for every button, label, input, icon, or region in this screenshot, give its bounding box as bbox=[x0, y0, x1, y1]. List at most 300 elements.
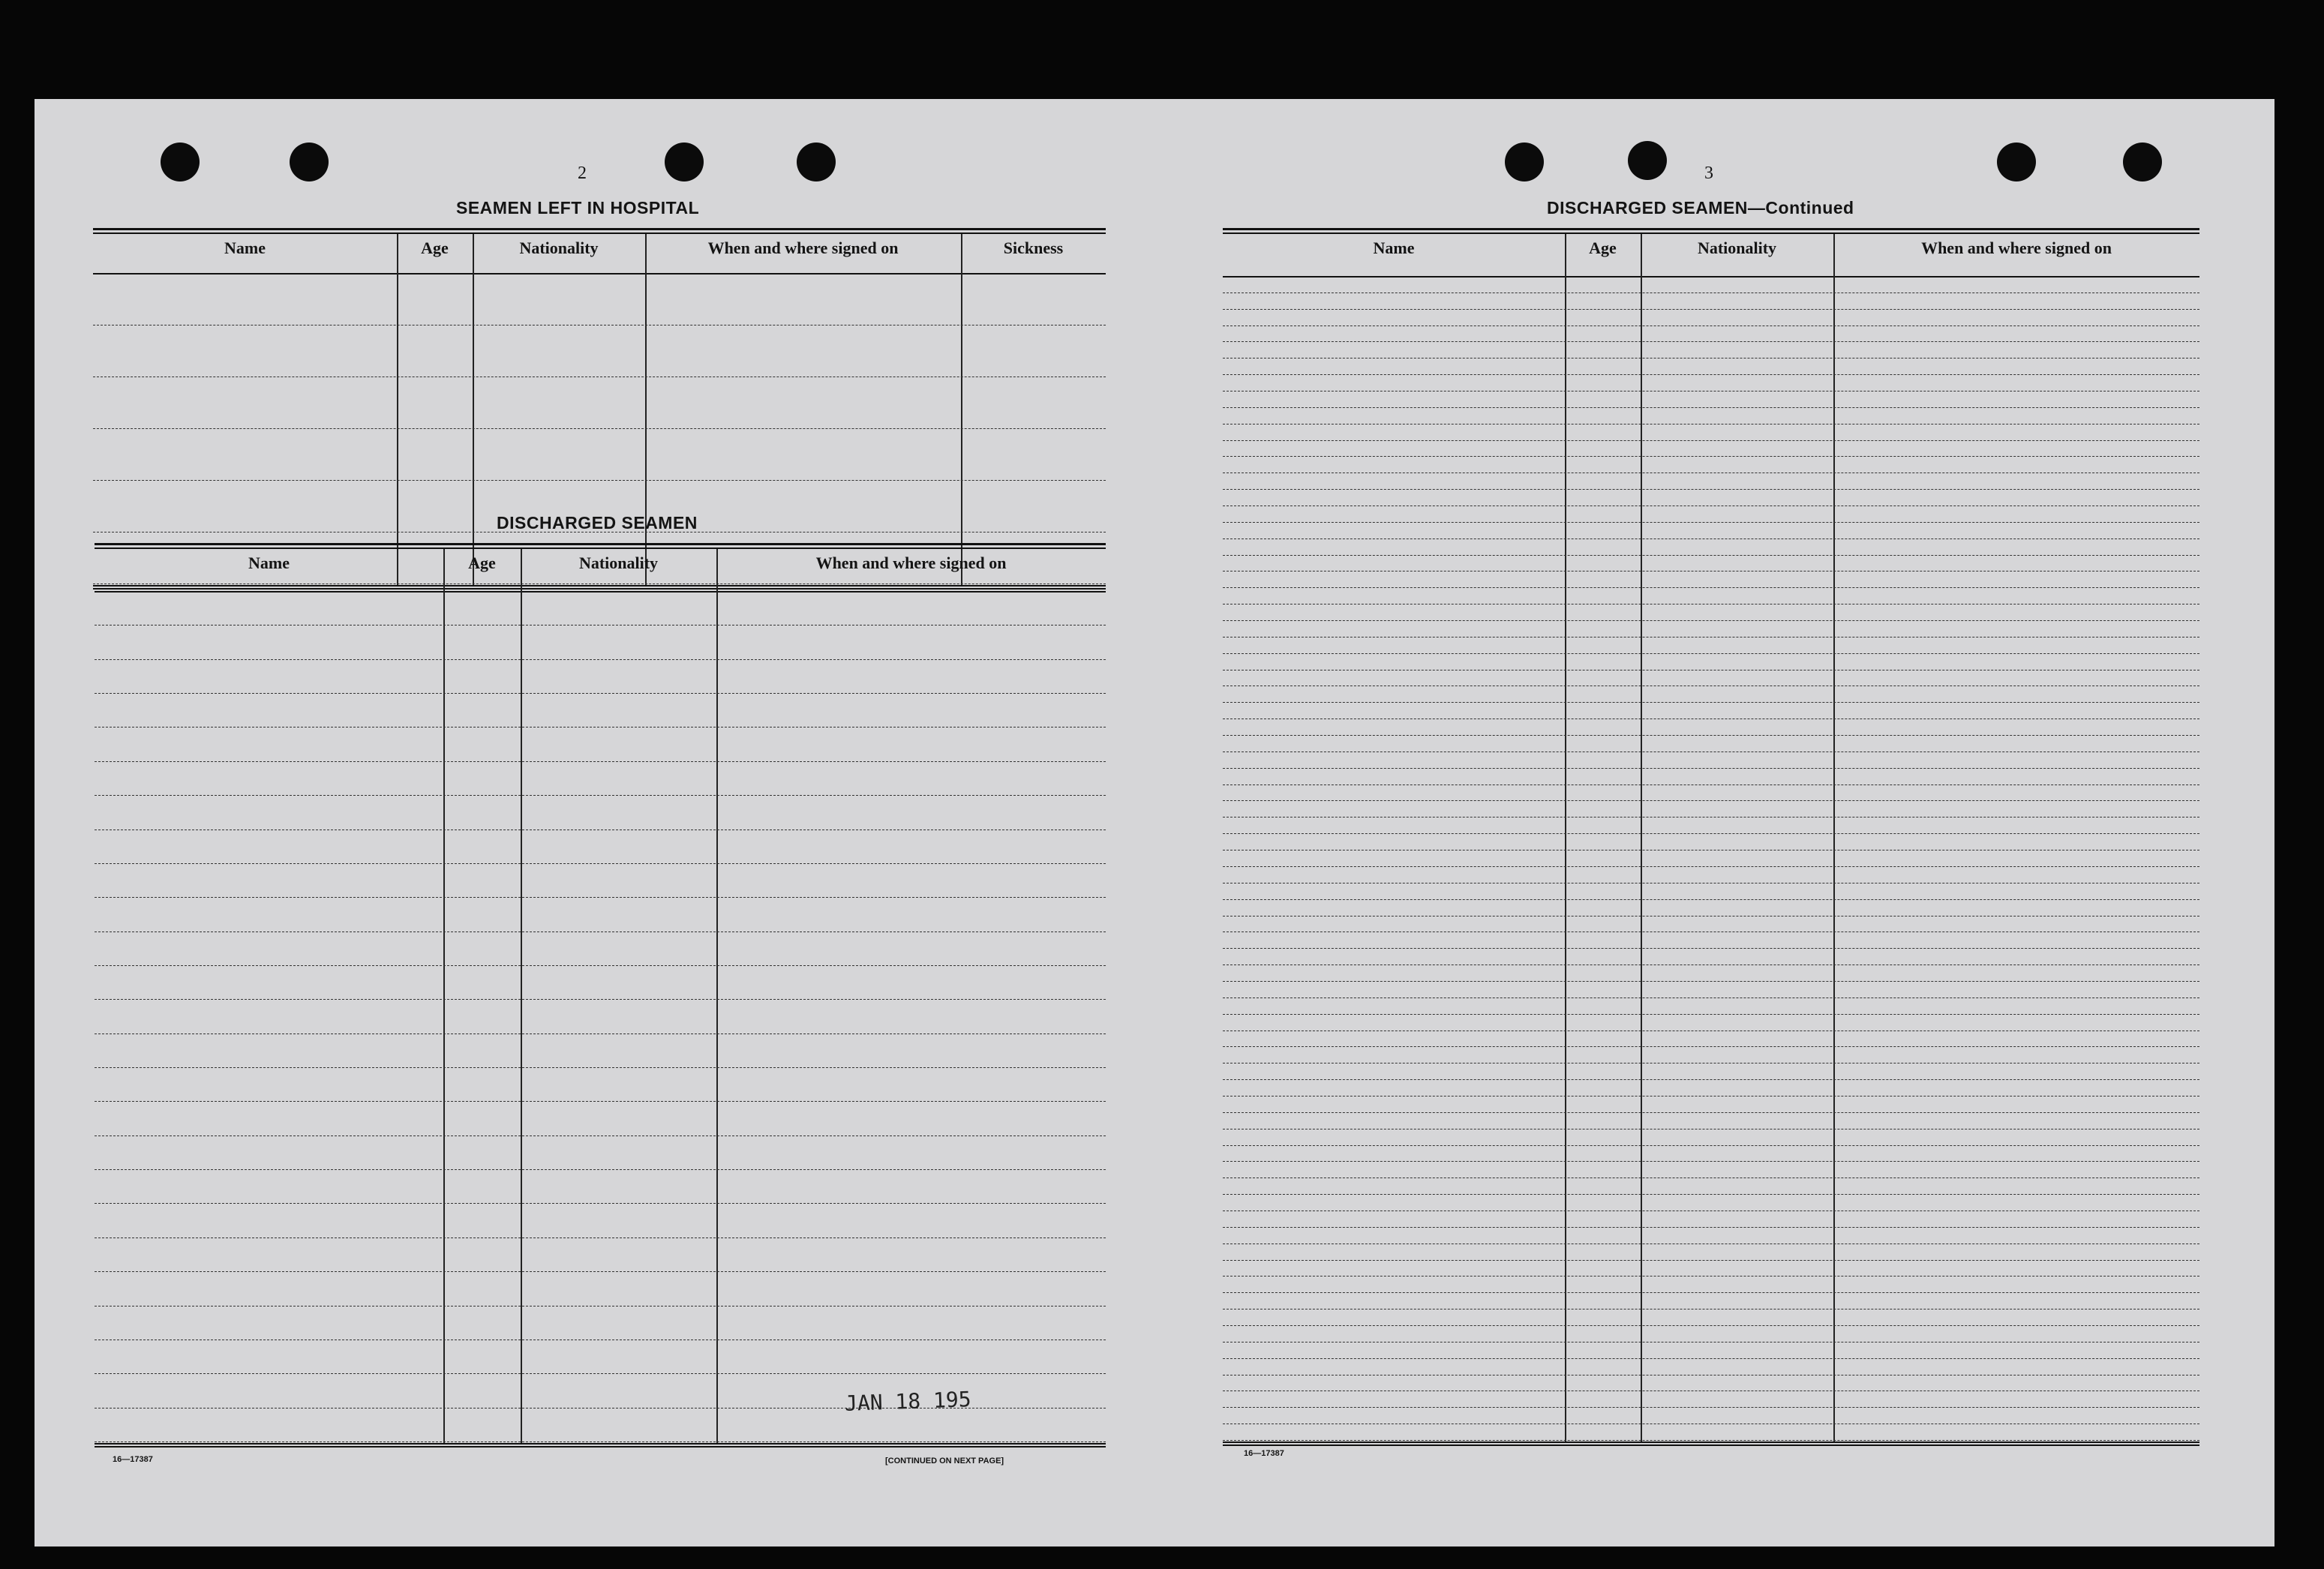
table-cell[interactable] bbox=[525, 1002, 712, 1031]
table-cell[interactable] bbox=[1227, 1378, 1560, 1390]
table-cell[interactable] bbox=[1569, 1017, 1636, 1029]
table-cell[interactable] bbox=[99, 1342, 439, 1372]
table-row[interactable] bbox=[1223, 1358, 2199, 1359]
table-row[interactable] bbox=[1223, 1129, 2199, 1130]
table-row[interactable] bbox=[1223, 883, 2199, 884]
table-cell[interactable] bbox=[1227, 705, 1560, 717]
table-cell[interactable] bbox=[1838, 542, 2195, 554]
table-row[interactable] bbox=[1223, 571, 2199, 572]
table-cell[interactable] bbox=[99, 798, 439, 827]
table-cell[interactable] bbox=[1227, 1099, 1560, 1111]
table-cell[interactable] bbox=[1838, 919, 2195, 931]
table-cell[interactable] bbox=[1838, 771, 2195, 783]
table-cell[interactable] bbox=[1227, 542, 1560, 554]
table-cell[interactable] bbox=[1569, 934, 1636, 946]
table-cell[interactable] bbox=[1645, 853, 1829, 865]
table-cell[interactable] bbox=[1838, 968, 2195, 980]
table-cell[interactable] bbox=[1227, 656, 1560, 668]
table-cell[interactable] bbox=[1569, 492, 1636, 504]
table-cell[interactable] bbox=[1645, 394, 1829, 406]
table-cell[interactable] bbox=[99, 662, 439, 692]
table-cell[interactable] bbox=[1645, 1328, 1829, 1340]
table-cell[interactable] bbox=[1838, 1132, 2195, 1144]
table-cell[interactable] bbox=[1838, 1049, 2195, 1061]
table-cell[interactable] bbox=[1838, 738, 2195, 750]
table-cell[interactable] bbox=[721, 1002, 1101, 1031]
table-cell[interactable] bbox=[721, 866, 1101, 896]
table-cell[interactable] bbox=[1838, 1295, 2195, 1307]
table-cell[interactable] bbox=[1645, 1279, 1829, 1291]
table-cell[interactable] bbox=[448, 1309, 516, 1338]
table-cell[interactable] bbox=[1569, 1197, 1636, 1209]
table-cell[interactable] bbox=[525, 696, 712, 725]
table-cell[interactable] bbox=[99, 900, 439, 929]
table-cell[interactable] bbox=[1838, 1197, 2195, 1209]
table-cell[interactable] bbox=[1227, 476, 1560, 488]
table-cell[interactable] bbox=[1838, 1034, 2195, 1046]
table-cell[interactable] bbox=[525, 1274, 712, 1304]
table-cell[interactable] bbox=[1227, 1000, 1560, 1012]
table-cell[interactable] bbox=[1645, 673, 1829, 685]
table-cell[interactable] bbox=[99, 1376, 439, 1406]
table-cell[interactable] bbox=[1838, 673, 2195, 685]
table-cell[interactable] bbox=[721, 662, 1101, 692]
table-cell[interactable] bbox=[1569, 1164, 1636, 1176]
table-cell[interactable] bbox=[1569, 705, 1636, 717]
table-cell[interactable] bbox=[1227, 1410, 1560, 1422]
table-row[interactable] bbox=[1223, 309, 2199, 310]
table-cell[interactable] bbox=[1838, 1115, 2195, 1127]
table-row[interactable] bbox=[1223, 800, 2199, 801]
table-row[interactable] bbox=[1223, 440, 2199, 441]
table-cell[interactable] bbox=[448, 1342, 516, 1372]
table-cell[interactable] bbox=[721, 1274, 1101, 1304]
table-cell[interactable] bbox=[1645, 1049, 1829, 1061]
table-cell[interactable] bbox=[99, 934, 439, 964]
table-cell[interactable] bbox=[1227, 1164, 1560, 1176]
table-cell[interactable] bbox=[1838, 1312, 2195, 1324]
table-cell[interactable] bbox=[1227, 820, 1560, 832]
table-cell[interactable] bbox=[99, 730, 439, 759]
table-cell[interactable] bbox=[1569, 525, 1636, 537]
table-cell[interactable] bbox=[1569, 673, 1636, 685]
table-cell[interactable] bbox=[1569, 1263, 1636, 1275]
table-cell[interactable] bbox=[1645, 525, 1829, 537]
table-cell[interactable] bbox=[1569, 1214, 1636, 1226]
table-cell[interactable] bbox=[1569, 1099, 1636, 1111]
table-row[interactable] bbox=[1223, 817, 2199, 818]
table-cell[interactable] bbox=[99, 968, 439, 998]
table-cell[interactable] bbox=[1227, 492, 1560, 504]
table-row[interactable] bbox=[1223, 899, 2199, 900]
table-cell[interactable] bbox=[525, 1206, 712, 1235]
table-cell[interactable] bbox=[1645, 1214, 1829, 1226]
table-cell[interactable] bbox=[1645, 279, 1829, 291]
table-cell[interactable] bbox=[99, 832, 439, 862]
table-cell[interactable] bbox=[650, 431, 956, 478]
table-cell[interactable] bbox=[99, 1036, 439, 1066]
table-cell[interactable] bbox=[525, 1309, 712, 1338]
table-row[interactable] bbox=[95, 659, 1106, 660]
table-row[interactable] bbox=[1223, 1145, 2199, 1146]
table-cell[interactable] bbox=[1569, 919, 1636, 931]
table-cell[interactable] bbox=[98, 380, 392, 427]
table-cell[interactable] bbox=[721, 696, 1101, 725]
table-cell[interactable] bbox=[1569, 607, 1636, 619]
table-row[interactable] bbox=[1223, 1079, 2199, 1080]
table-cell[interactable] bbox=[448, 968, 516, 998]
table-cell[interactable] bbox=[401, 380, 468, 427]
table-cell[interactable] bbox=[1645, 1115, 1829, 1127]
table-cell[interactable] bbox=[525, 1342, 712, 1372]
table-cell[interactable] bbox=[1569, 1230, 1636, 1242]
table-cell[interactable] bbox=[1838, 1000, 2195, 1012]
table-cell[interactable] bbox=[1838, 1180, 2195, 1192]
table-cell[interactable] bbox=[1838, 1148, 2195, 1160]
table-cell[interactable] bbox=[1227, 869, 1560, 881]
table-cell[interactable] bbox=[1645, 361, 1829, 373]
table-cell[interactable] bbox=[1645, 427, 1829, 439]
table-cell[interactable] bbox=[98, 328, 392, 375]
table-cell[interactable] bbox=[721, 730, 1101, 759]
table-row[interactable] bbox=[1223, 1014, 2199, 1015]
table-cell[interactable] bbox=[1569, 1148, 1636, 1160]
table-cell[interactable] bbox=[1227, 623, 1560, 635]
table-cell[interactable] bbox=[1227, 1230, 1560, 1242]
table-cell[interactable] bbox=[1838, 574, 2195, 586]
table-cell[interactable] bbox=[721, 1172, 1101, 1202]
table-cell[interactable] bbox=[1227, 394, 1560, 406]
table-row[interactable] bbox=[1223, 1161, 2199, 1162]
table-cell[interactable] bbox=[1838, 410, 2195, 422]
table-row[interactable] bbox=[93, 480, 1106, 481]
table-row[interactable] bbox=[1223, 1407, 2199, 1408]
table-cell[interactable] bbox=[525, 832, 712, 862]
table-row[interactable] bbox=[1223, 292, 2199, 293]
table-cell[interactable] bbox=[525, 662, 712, 692]
table-cell[interactable] bbox=[1227, 803, 1560, 815]
table-cell[interactable] bbox=[721, 1206, 1101, 1235]
table-row[interactable] bbox=[1223, 653, 2199, 654]
table-cell[interactable] bbox=[1227, 1180, 1560, 1192]
table-cell[interactable] bbox=[1838, 296, 2195, 308]
table-cell[interactable] bbox=[1569, 344, 1636, 356]
table-cell[interactable] bbox=[1227, 1132, 1560, 1144]
table-row[interactable] bbox=[95, 1271, 1106, 1272]
table-cell[interactable] bbox=[99, 1309, 439, 1338]
table-cell[interactable] bbox=[1838, 492, 2195, 504]
table-cell[interactable] bbox=[1227, 1426, 1560, 1438]
table-cell[interactable] bbox=[721, 1342, 1101, 1372]
table-cell[interactable] bbox=[1838, 705, 2195, 717]
table-cell[interactable] bbox=[448, 1376, 516, 1406]
table-cell[interactable] bbox=[448, 696, 516, 725]
table-row[interactable] bbox=[1223, 866, 2199, 867]
table-cell[interactable] bbox=[1569, 443, 1636, 455]
table-cell[interactable] bbox=[1569, 328, 1636, 340]
table-cell[interactable] bbox=[1227, 525, 1560, 537]
table-cell[interactable] bbox=[1645, 836, 1829, 848]
table-cell[interactable] bbox=[448, 594, 516, 623]
table-row[interactable] bbox=[1223, 620, 2199, 621]
table-cell[interactable] bbox=[1645, 771, 1829, 783]
table-cell[interactable] bbox=[1645, 328, 1829, 340]
table-cell[interactable] bbox=[1838, 803, 2195, 815]
table-cell[interactable] bbox=[1645, 803, 1829, 815]
table-cell[interactable] bbox=[1645, 886, 1829, 898]
table-row[interactable] bbox=[95, 863, 1106, 864]
table-cell[interactable] bbox=[1645, 788, 1829, 800]
table-cell[interactable] bbox=[98, 431, 392, 478]
table-cell[interactable] bbox=[1569, 1378, 1636, 1390]
table-cell[interactable] bbox=[1645, 820, 1829, 832]
table-cell[interactable] bbox=[965, 431, 1101, 478]
table-row[interactable] bbox=[95, 1203, 1106, 1204]
table-row[interactable] bbox=[95, 1373, 1106, 1374]
table-cell[interactable] bbox=[1569, 1180, 1636, 1192]
table-cell[interactable] bbox=[1569, 296, 1636, 308]
table-cell[interactable] bbox=[1645, 1132, 1829, 1144]
table-cell[interactable] bbox=[1227, 459, 1560, 471]
table-cell[interactable] bbox=[401, 483, 468, 530]
table-cell[interactable] bbox=[1645, 344, 1829, 356]
table-cell[interactable] bbox=[721, 764, 1101, 794]
table-cell[interactable] bbox=[1838, 836, 2195, 848]
table-cell[interactable] bbox=[1838, 1328, 2195, 1340]
table-cell[interactable] bbox=[1569, 1295, 1636, 1307]
table-cell[interactable] bbox=[1569, 984, 1636, 996]
table-cell[interactable] bbox=[1227, 1214, 1560, 1226]
table-cell[interactable] bbox=[1838, 312, 2195, 324]
table-cell[interactable] bbox=[99, 1274, 439, 1304]
table-cell[interactable] bbox=[1227, 640, 1560, 652]
table-cell[interactable] bbox=[1569, 1066, 1636, 1078]
table-cell[interactable] bbox=[448, 900, 516, 929]
table-cell[interactable] bbox=[1838, 1246, 2195, 1258]
table-cell[interactable] bbox=[1645, 558, 1829, 570]
table-row[interactable] bbox=[1223, 587, 2199, 588]
table-row[interactable] bbox=[1223, 718, 2199, 719]
table-cell[interactable] bbox=[721, 1240, 1101, 1270]
table-row[interactable] bbox=[95, 1067, 1106, 1068]
table-cell[interactable] bbox=[721, 1036, 1101, 1066]
table-cell[interactable] bbox=[721, 1138, 1101, 1168]
table-cell[interactable] bbox=[1227, 312, 1560, 324]
table-row[interactable] bbox=[1223, 964, 2199, 965]
table-cell[interactable] bbox=[525, 1376, 712, 1406]
table-cell[interactable] bbox=[1569, 771, 1636, 783]
table-cell[interactable] bbox=[1838, 279, 2195, 291]
table-cell[interactable] bbox=[1227, 853, 1560, 865]
table-cell[interactable] bbox=[1645, 705, 1829, 717]
table-cell[interactable] bbox=[1569, 738, 1636, 750]
table-cell[interactable] bbox=[99, 594, 439, 623]
table-cell[interactable] bbox=[1645, 1164, 1829, 1176]
table-cell[interactable] bbox=[1227, 1066, 1560, 1078]
table-cell[interactable] bbox=[1838, 1017, 2195, 1029]
table-cell[interactable] bbox=[1645, 902, 1829, 914]
table-cell[interactable] bbox=[477, 380, 641, 427]
table-cell[interactable] bbox=[1838, 394, 2195, 406]
table-cell[interactable] bbox=[99, 628, 439, 657]
table-cell[interactable] bbox=[1838, 525, 2195, 537]
table-cell[interactable] bbox=[1227, 1394, 1560, 1406]
table-cell[interactable] bbox=[1645, 1099, 1829, 1111]
table-row[interactable] bbox=[1223, 538, 2199, 539]
table-cell[interactable] bbox=[1838, 443, 2195, 455]
table-cell[interactable] bbox=[1838, 1099, 2195, 1111]
table-cell[interactable] bbox=[1838, 1410, 2195, 1422]
table-cell[interactable] bbox=[1227, 427, 1560, 439]
table-cell[interactable] bbox=[99, 1104, 439, 1133]
table-cell[interactable] bbox=[1838, 1378, 2195, 1390]
table-cell[interactable] bbox=[1569, 1328, 1636, 1340]
table-cell[interactable] bbox=[448, 1070, 516, 1100]
table-cell[interactable] bbox=[1838, 820, 2195, 832]
table-row[interactable] bbox=[1223, 784, 2199, 785]
table-cell[interactable] bbox=[650, 328, 956, 375]
table-cell[interactable] bbox=[1838, 886, 2195, 898]
table-cell[interactable] bbox=[1227, 688, 1560, 700]
table-cell[interactable] bbox=[1569, 754, 1636, 766]
table-cell[interactable] bbox=[99, 1138, 439, 1168]
table-cell[interactable] bbox=[1838, 1426, 2195, 1438]
table-cell[interactable] bbox=[1838, 869, 2195, 881]
table-row[interactable] bbox=[95, 1101, 1106, 1102]
table-cell[interactable] bbox=[448, 628, 516, 657]
table-row[interactable] bbox=[1223, 735, 2199, 736]
table-cell[interactable] bbox=[1645, 377, 1829, 389]
table-cell[interactable] bbox=[525, 1411, 712, 1440]
table-cell[interactable] bbox=[448, 730, 516, 759]
table-row[interactable] bbox=[1223, 1030, 2199, 1031]
table-cell[interactable] bbox=[721, 594, 1101, 623]
table-cell[interactable] bbox=[401, 431, 468, 478]
table-cell[interactable] bbox=[1645, 968, 1829, 980]
table-cell[interactable] bbox=[1227, 1328, 1560, 1340]
table-cell[interactable] bbox=[1838, 1066, 2195, 1078]
table-cell[interactable] bbox=[1838, 344, 2195, 356]
table-cell[interactable] bbox=[1838, 1164, 2195, 1176]
table-cell[interactable] bbox=[1838, 1345, 2195, 1357]
table-cell[interactable] bbox=[1838, 377, 2195, 389]
table-cell[interactable] bbox=[1838, 902, 2195, 914]
table-cell[interactable] bbox=[525, 730, 712, 759]
table-cell[interactable] bbox=[1838, 1230, 2195, 1242]
table-row[interactable] bbox=[1223, 1210, 2199, 1211]
table-cell[interactable] bbox=[1227, 984, 1560, 996]
table-cell[interactable] bbox=[1227, 410, 1560, 422]
table-cell[interactable] bbox=[525, 628, 712, 657]
table-cell[interactable] bbox=[525, 1036, 712, 1066]
table-cell[interactable] bbox=[1227, 919, 1560, 931]
table-cell[interactable] bbox=[1838, 1361, 2195, 1373]
table-cell[interactable] bbox=[1645, 1017, 1829, 1029]
table-cell[interactable] bbox=[1645, 951, 1829, 963]
table-cell[interactable] bbox=[1227, 279, 1560, 291]
table-cell[interactable] bbox=[477, 328, 641, 375]
table-cell[interactable] bbox=[1645, 919, 1829, 931]
table-cell[interactable] bbox=[1569, 886, 1636, 898]
table-cell[interactable] bbox=[1569, 542, 1636, 554]
table-cell[interactable] bbox=[98, 276, 392, 323]
table-row[interactable] bbox=[95, 897, 1106, 898]
table-row[interactable] bbox=[1223, 472, 2199, 473]
table-cell[interactable] bbox=[1838, 688, 2195, 700]
table-cell[interactable] bbox=[1645, 984, 1829, 996]
table-cell[interactable] bbox=[525, 1240, 712, 1270]
table-cell[interactable] bbox=[98, 483, 392, 530]
table-row[interactable] bbox=[1223, 1325, 2199, 1326]
table-cell[interactable] bbox=[1645, 1263, 1829, 1275]
table-cell[interactable] bbox=[1569, 1426, 1636, 1438]
table-cell[interactable] bbox=[1569, 590, 1636, 602]
table-cell[interactable] bbox=[1569, 1132, 1636, 1144]
table-cell[interactable] bbox=[1645, 1082, 1829, 1094]
table-cell[interactable] bbox=[525, 1172, 712, 1202]
table-cell[interactable] bbox=[1645, 1312, 1829, 1324]
table-cell[interactable] bbox=[1838, 984, 2195, 996]
table-row[interactable] bbox=[1223, 1227, 2199, 1228]
table-row[interactable] bbox=[1223, 522, 2199, 523]
table-cell[interactable] bbox=[1645, 1066, 1829, 1078]
table-cell[interactable] bbox=[965, 380, 1101, 427]
table-cell[interactable] bbox=[1227, 754, 1560, 766]
table-cell[interactable] bbox=[1227, 328, 1560, 340]
table-cell[interactable] bbox=[721, 1104, 1101, 1133]
table-cell[interactable] bbox=[1645, 754, 1829, 766]
table-row[interactable] bbox=[1223, 1390, 2199, 1391]
table-cell[interactable] bbox=[1227, 1361, 1560, 1373]
table-row[interactable] bbox=[95, 625, 1106, 626]
table-cell[interactable] bbox=[721, 1070, 1101, 1100]
table-cell[interactable] bbox=[448, 1138, 516, 1168]
table-cell[interactable] bbox=[650, 276, 956, 323]
table-cell[interactable] bbox=[1838, 590, 2195, 602]
table-cell[interactable] bbox=[965, 483, 1101, 530]
table-cell[interactable] bbox=[1838, 328, 2195, 340]
table-cell[interactable] bbox=[1645, 590, 1829, 602]
table-cell[interactable] bbox=[1645, 869, 1829, 881]
table-cell[interactable] bbox=[721, 1411, 1101, 1440]
table-cell[interactable] bbox=[99, 1411, 439, 1440]
table-cell[interactable] bbox=[1569, 1279, 1636, 1291]
table-cell[interactable] bbox=[1838, 623, 2195, 635]
table-cell[interactable] bbox=[1838, 788, 2195, 800]
table-cell[interactable] bbox=[1645, 296, 1829, 308]
table-cell[interactable] bbox=[1569, 623, 1636, 635]
table-cell[interactable] bbox=[1569, 427, 1636, 439]
table-cell[interactable] bbox=[721, 798, 1101, 827]
table-cell[interactable] bbox=[448, 764, 516, 794]
table-cell[interactable] bbox=[1645, 1394, 1829, 1406]
table-row[interactable] bbox=[93, 376, 1106, 377]
table-cell[interactable] bbox=[1569, 1049, 1636, 1061]
table-cell[interactable] bbox=[1227, 951, 1560, 963]
table-cell[interactable] bbox=[1569, 820, 1636, 832]
table-cell[interactable] bbox=[525, 798, 712, 827]
table-cell[interactable] bbox=[401, 276, 468, 323]
table-row[interactable] bbox=[1223, 341, 2199, 342]
table-cell[interactable] bbox=[1838, 640, 2195, 652]
table-row[interactable] bbox=[95, 999, 1106, 1000]
table-row[interactable] bbox=[95, 727, 1106, 728]
table-cell[interactable] bbox=[1569, 1034, 1636, 1046]
table-cell[interactable] bbox=[401, 328, 468, 375]
table-row[interactable] bbox=[1223, 702, 2199, 703]
table-cell[interactable] bbox=[448, 866, 516, 896]
table-row[interactable] bbox=[1223, 1292, 2199, 1293]
